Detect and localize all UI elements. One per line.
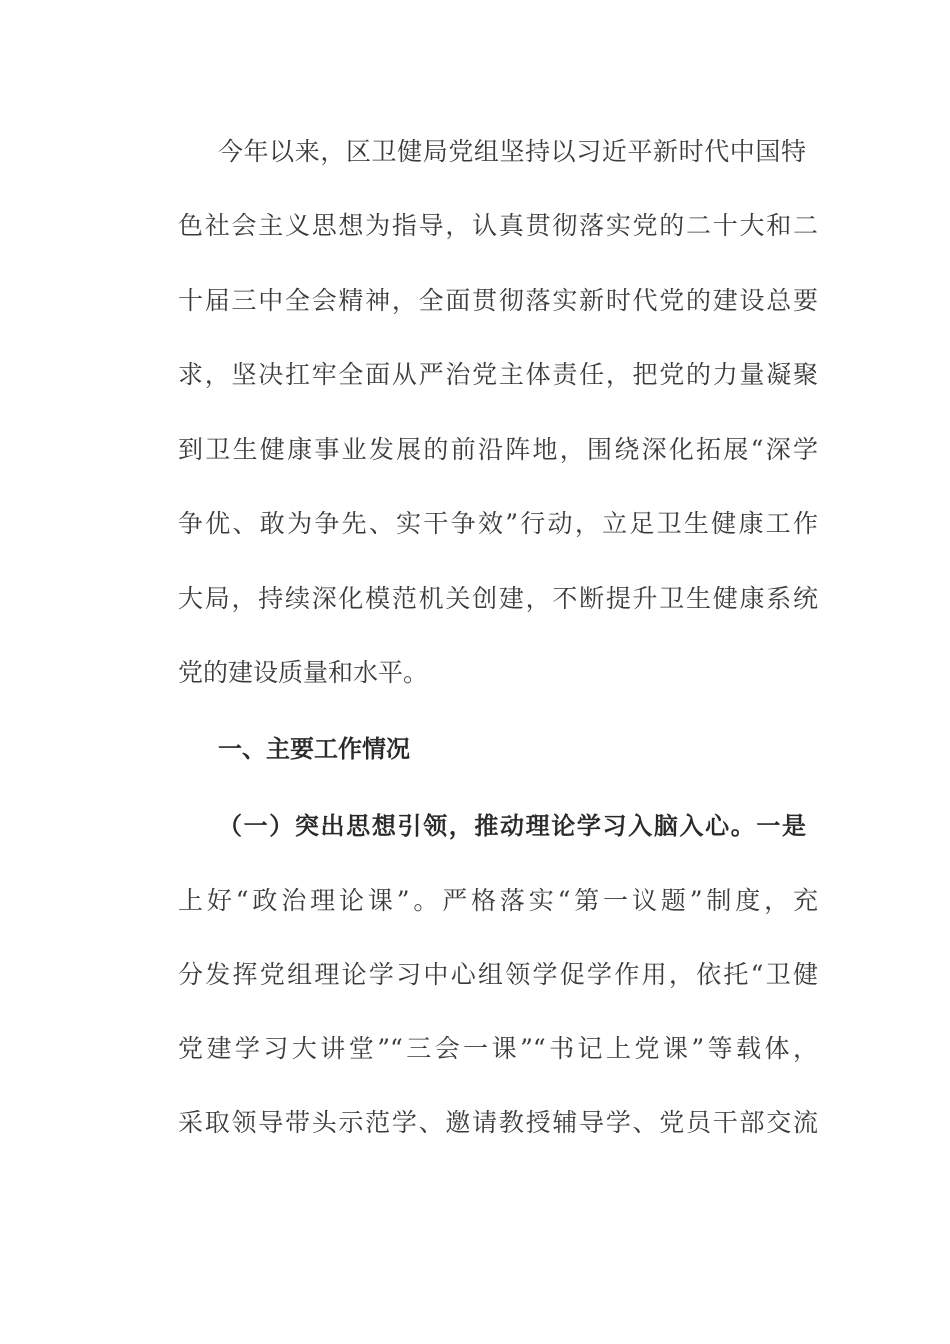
section-heading: 一、主要工作情况 [218, 735, 410, 763]
body-line-2: 分发挥党组理论学习中心组领学促学作用，依托“卫健 [178, 960, 818, 989]
intro-line-7: 大局，持续深化模范机关创建，不断提升卫生健康系统 [178, 584, 818, 613]
intro-line-2: 色社会主义思想为指导，认真贯彻落实党的二十大和二 [178, 211, 818, 240]
intro-line-4: 求，坚决扛牢全面从严治党主体责任，把党的力量凝聚 [178, 360, 818, 389]
body-line-3: 党建学习大讲堂”“三会一课”“书记上党课”等载体， [178, 1034, 818, 1063]
intro-line-3: 十届三中全会精神，全面贯彻落实新时代党的建设总要 [178, 286, 818, 315]
intro-line-1: 今年以来，区卫健局党组坚持以习近平新时代中国特 [218, 137, 806, 166]
body-line-1: 上好“政治理论课”。严格落实“第一议题”制度，充 [178, 886, 818, 915]
intro-line-6: 争优、敢为争先、实干争效”行动，立足卫生健康工作 [178, 509, 818, 538]
intro-line-5: 到卫生健康事业发展的前沿阵地，围绕深化拓展“深学 [178, 435, 818, 464]
subsection-heading: （一）突出思想引领，推动理论学习入脑入心。一是 [218, 812, 806, 840]
body-line-4: 采取领导带头示范学、邀请教授辅导学、党员干部交流 [178, 1108, 818, 1137]
intro-line-8: 党的建设质量和水平。 [178, 658, 429, 687]
